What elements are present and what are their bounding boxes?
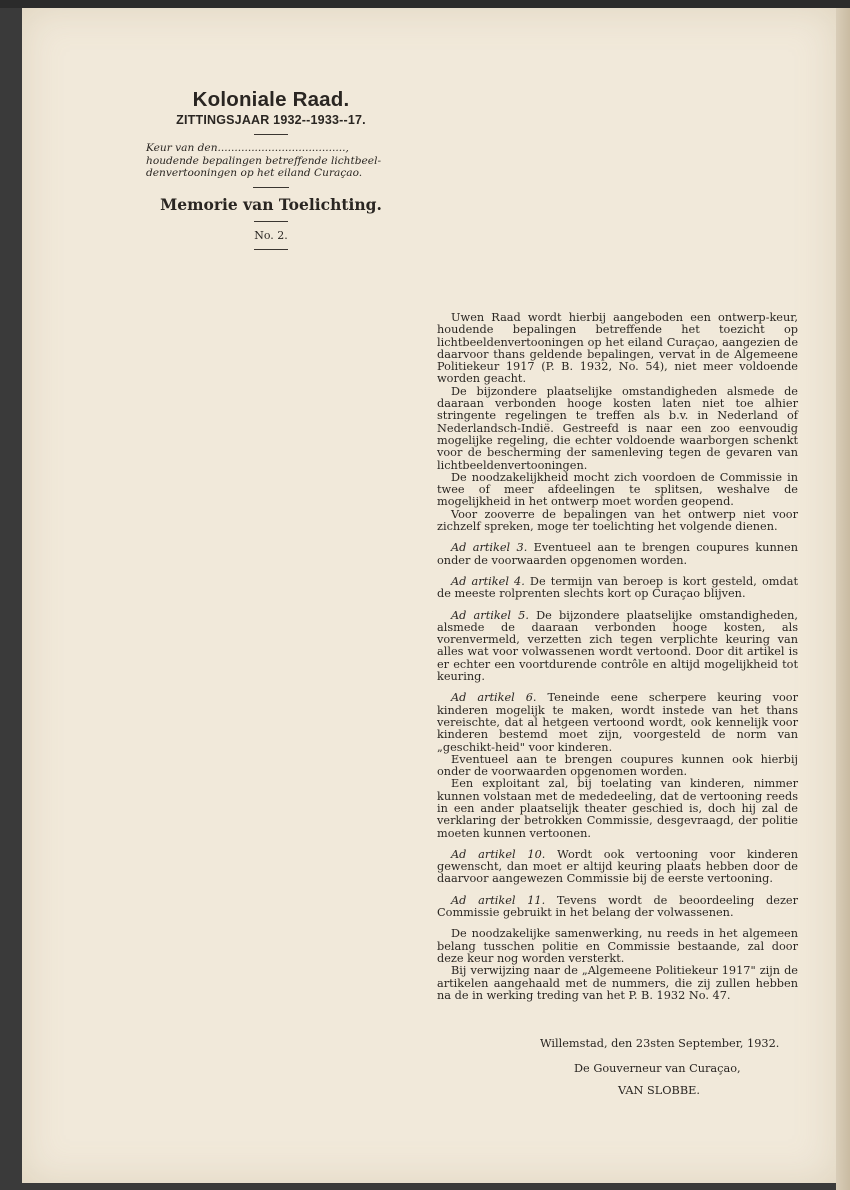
article-note-11: [437, 895, 798, 920]
article-text: Wordt ook vertooning voor kinderen gewenscht, dan moet er altijd keuring plaats hebben door de daarvoor aangewezen Commissie bij de eerste vertooning.: [437, 847, 798, 886]
document-number: No. 2.: [254, 228, 288, 242]
keur-line: denvertooningen op het eiland Curaçao.: [146, 167, 363, 179]
article-note-3: [437, 542, 798, 567]
article-note-10: [437, 849, 798, 886]
divider: [253, 187, 289, 188]
paragraph: Een exploitant zal, bij toelating van kinderen, nimmer kunnen volstaan met de mededeeling, dat de vertooning reeds in een ander plaatselijk theater geschied is, doch hij zal de verklaring der betrokken Commissie, desgevraagd, der politie moeten kunnen vertoonen.: [437, 777, 798, 840]
keur-subject: [140, 142, 402, 180]
article-label: Ad artikel 4.: [451, 574, 525, 588]
page-edge: [836, 8, 850, 1190]
paragraph: Uwen Raad wordt hierbij aangeboden een ontwerp-keur, houdende bepalingen betreffende het toezicht op lichtbeeldenvertooningen op het eiland Curaçao, aangezien de daarvoor thans geldende bepalingen, vervat in de Algemeene Politiekeur 1917 (P. B. 1932, No. 54), niet meer voldoende worden geacht.: [437, 311, 798, 386]
article-label: Ad artikel 5.: [451, 608, 529, 622]
divider: [254, 134, 288, 135]
article-note-4: [437, 576, 798, 601]
article-note-6: [437, 692, 798, 753]
keur-line: houdende bepalingen betreffende lichtbeel-: [146, 154, 382, 167]
article-label: Ad artikel 11.: [451, 893, 546, 907]
paragraph: Voor zooverre de bepalingen van het ontwerp niet voor zichzelf spreken, moge ter toelichting het volgende dienen.: [437, 507, 798, 534]
signatory-name: VAN SLOBBE.: [618, 1084, 700, 1097]
council-title: Koloniale Raad.: [192, 88, 350, 111]
scan-top-border: [0, 0, 850, 8]
paragraph: Bij verwijzing naar de „Algemeene Politiekeur 1917" zijn de artikelen aangehaald met de nummers, die zij zullen hebben na de in werking treding van het P. B. 1932 No. 47.: [437, 964, 798, 1002]
keur-line: Keur van den......................................,: [146, 142, 349, 154]
place-date: Willemstad, den 23sten September, 1932.: [540, 1037, 780, 1050]
paragraph: Eventueel aan te brengen coupures kunnen ook hierbij onder de voorwaarden opgenomen worden.: [437, 752, 798, 779]
document-header: [140, 88, 402, 257]
memorie-body: [437, 312, 798, 1002]
session-year: ZITTINGSJAAR 1932--1933--17.: [176, 113, 366, 127]
article-text: Tevens wordt de beoordeeling dezer Commissie gebruikt in het belang der volwassenen.: [437, 893, 798, 920]
article-text: Teneinde eene scherpere keuring voor kinderen mogelijk te maken, wordt instede van het thans vereischte, dat al hetgeen vertoond wordt, ook kennelijk voor kinderen bestemd moet zijn, voorgesteld de norm van „geschikt-heid" voor kinderen.: [437, 691, 798, 754]
article-text: De bijzondere plaatselijke omstandigheden, alsmede de daaraan verbonden hooge kosten, als vorenvermeld, verzetten zich tegen verplichte keuring van alles wat voor volwassenen wordt vertoond. Door dit artikel is er echter een voortdurende contrôle en altijd mogelijkheid tot keuring.: [437, 608, 798, 684]
article-text: De termijn van beroep is kort gesteld, omdat de meeste rolprenten slechts kort op Curaçao blijven.: [437, 574, 798, 601]
article-note-5: [437, 610, 798, 684]
paragraph: De bijzondere plaatselijke omstandigheden alsmede de daaraan verbonden hooge kosten laten niet toe alhier stringente regelingen te treffen als b.v. in Nederland of Nederlandsch-Indië. Gestreefd is naar een zoo eenvoudig mogelijke regeling, die echter voldoende waarborgen schenkt voor de bescherming der samenleving tegen de gevaren van lichtbeeldenvertooningen.: [437, 384, 798, 472]
article-label: Ad artikel 6.: [451, 691, 537, 705]
paragraph: De noodzakelijke samenwerking, nu reeds in het algemeen belang tusschen politie en Commissie bestaande, zal door deze keur nog worden versterkt.: [437, 927, 798, 965]
article-label: Ad artikel 10.: [451, 847, 546, 861]
paragraph: De noodzakelijkheid mocht zich voordoen de Commissie in twee of meer afdeelingen te splitsen, weshalve de mogelijkheid in het ontwerp moet worden geopend.: [437, 470, 798, 509]
divider: [254, 221, 288, 222]
divider: [254, 249, 288, 250]
memorie-heading: Memorie van Toelichting.: [160, 194, 382, 214]
article-label: Ad artikel 3.: [451, 541, 528, 555]
signatory-role: De Gouverneur van Curaçao,: [574, 1062, 741, 1075]
article-text: Eventueel aan te brengen coupures kunnen onder de voorwaarden opgenomen worden.: [437, 541, 798, 567]
